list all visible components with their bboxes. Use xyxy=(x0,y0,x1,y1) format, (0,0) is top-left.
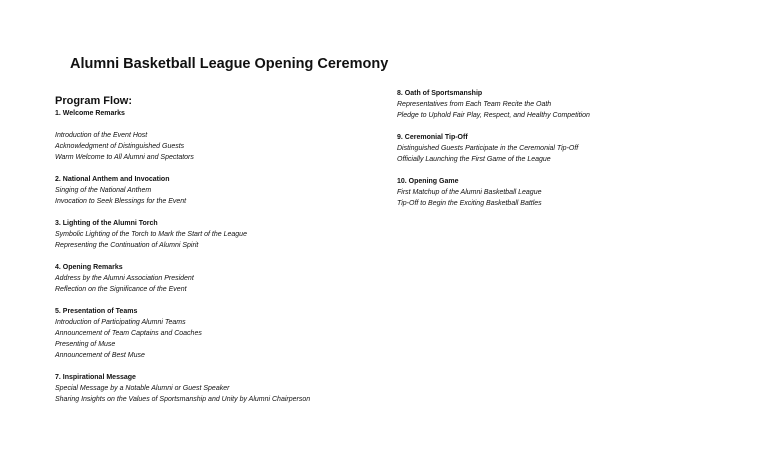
section-item: Acknowledgment of Distinguished Guests xyxy=(55,143,185,150)
program-section xyxy=(397,88,737,121)
section-spacer xyxy=(55,119,395,130)
section-spacer xyxy=(55,207,395,218)
section-item: Announcement of Team Captains and Coaches xyxy=(55,330,202,337)
program-section xyxy=(397,132,737,165)
section-spacer xyxy=(397,121,737,132)
section-title: 4. Opening Remarks xyxy=(55,264,123,271)
section-item: Sharing Insights on the Values of Sportsmanship and Unity by Alumni Chairperson xyxy=(55,396,311,403)
section-title: 7. Inspirational Message xyxy=(55,374,136,381)
section-spacer xyxy=(55,295,395,306)
section-title: 10. Opening Game xyxy=(397,178,459,185)
document-title: Alumni Basketball League Opening Ceremony xyxy=(70,56,389,72)
section-title: 3. Lighting of the Alumni Torch xyxy=(55,220,158,227)
section-spacer xyxy=(397,165,737,176)
right-sections xyxy=(397,88,737,209)
section-item: Warm Welcome to All Alumni and Spectators xyxy=(55,154,194,161)
section-spacer xyxy=(55,163,395,174)
left-sections xyxy=(55,108,395,405)
section-item: Reflection on the Significance of the Event xyxy=(55,286,187,293)
right-column xyxy=(397,88,737,209)
program-flow-heading: Program Flow: xyxy=(55,95,133,107)
section-item: Announcement of Best Muse xyxy=(55,352,145,359)
section-item: Singing of the National Anthem xyxy=(55,187,152,194)
section-title: 2. National Anthem and Invocation xyxy=(55,176,170,183)
section-spacer xyxy=(55,361,395,372)
section-spacer xyxy=(55,251,395,262)
section-title: 8. Oath of Sportsmanship xyxy=(397,90,483,97)
section-item: Address by the Alumni Association President xyxy=(55,275,194,282)
section-item: First Matchup of the Alumni Basketball League xyxy=(397,189,542,196)
section-item: Tip-Off to Begin the Exciting Basketball Battles xyxy=(397,200,542,207)
program-section xyxy=(55,174,395,207)
section-item: Presenting of Muse xyxy=(55,341,116,348)
section-item: Special Message by a Notable Alumni or Guest Speaker xyxy=(55,385,230,392)
program-section xyxy=(55,108,395,163)
section-item: Representing the Continuation of Alumni Spirit xyxy=(55,242,199,249)
left-column xyxy=(55,95,395,405)
program-section xyxy=(55,372,395,405)
section-item: Officially Launching the First Game of the League xyxy=(397,156,551,163)
section-title: 5. Presentation of Teams xyxy=(55,308,138,315)
section-item: Distinguished Guests Participate in the Ceremonial Tip-Off xyxy=(397,145,579,152)
program-section xyxy=(55,262,395,295)
section-item: Pledge to Uphold Fair Play, Respect, and Healthy Competition xyxy=(397,112,590,119)
section-title: 1. Welcome Remarks xyxy=(55,110,125,117)
program-section xyxy=(397,176,737,209)
program-section xyxy=(55,306,395,361)
section-item: Introduction of the Event Host xyxy=(55,132,148,139)
section-title: 9. Ceremonial Tip-Off xyxy=(397,134,468,141)
section-item: Symbolic Lighting of the Torch to Mark the Start of the League xyxy=(55,231,247,238)
section-item: Introduction of Participating Alumni Teams xyxy=(55,319,186,326)
section-item: Representatives from Each Team Recite the Oath xyxy=(397,101,552,108)
program-section xyxy=(55,218,395,251)
section-item: Invocation to Seek Blessings for the Event xyxy=(55,198,187,205)
